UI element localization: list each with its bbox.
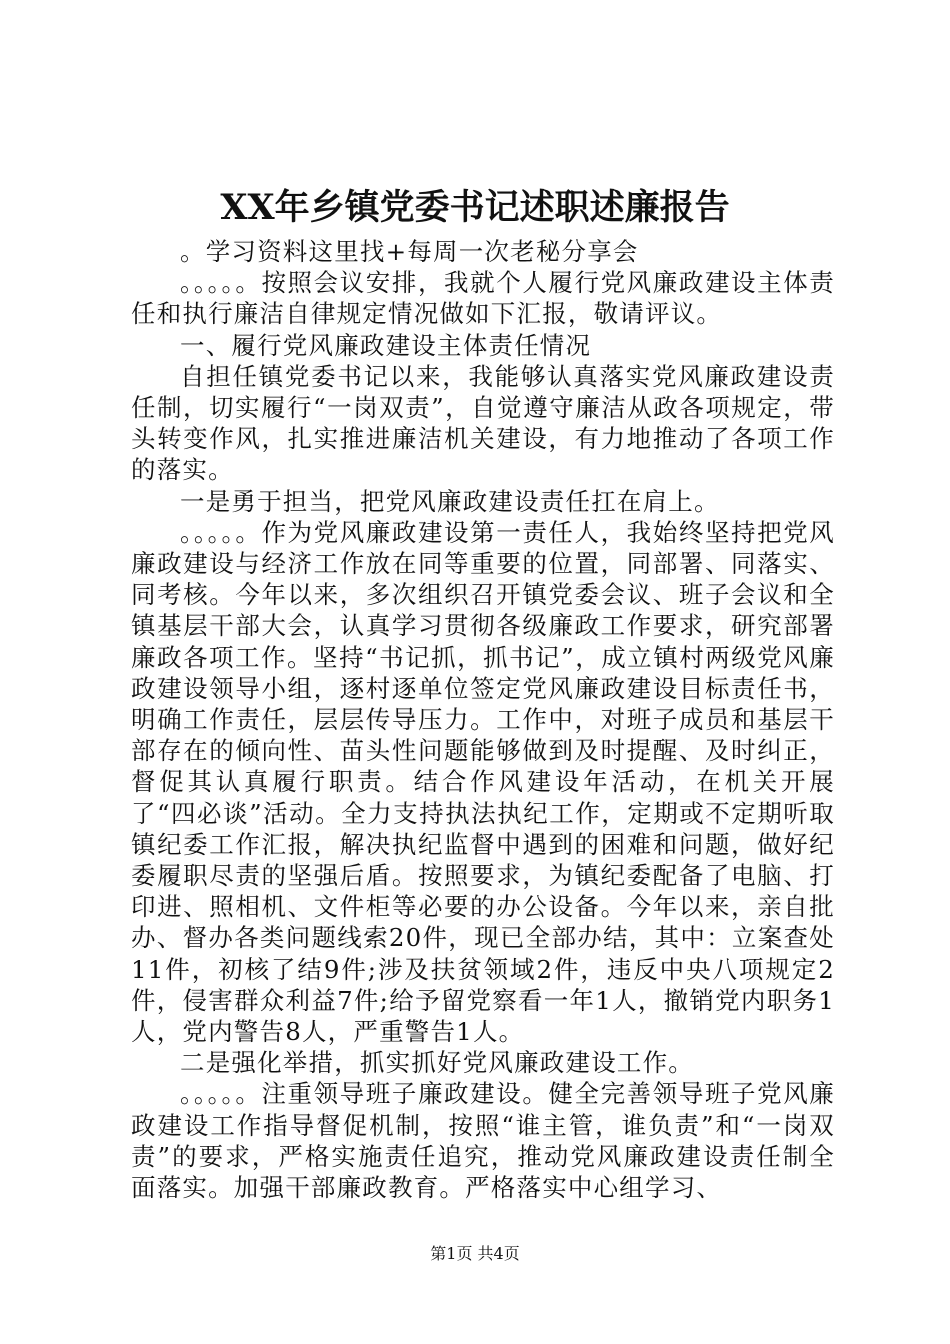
paragraph: 自担任镇党委书记以来，我能够认真落实党风廉政建设责任制，切实履行“一岗双责”，自觉遵守廉洁从政各项规定，带头转变作风，扎实推进廉洁机关建设，有力地推动了各项工作的落实。 bbox=[131, 361, 835, 485]
section-heading: 一是勇于担当，把党风廉政建设责任扛在肩上。 bbox=[180, 486, 720, 516]
document-title: XX年乡镇党委书记述职述廉报告 bbox=[220, 187, 730, 228]
section-heading: 一、履行党风廉政建设主体责任情况 bbox=[180, 330, 592, 360]
page-footer: 第1页 共4页 bbox=[430, 1244, 520, 1263]
paragraph: 。。。。。按照会议安排，我就个人履行党风廉政建设主体责任和执行廉洁自律规定情况做如下汇报，敬请评议。 bbox=[131, 268, 835, 329]
paragraph: 。。。。。作为党风廉政建设第一责任人，我始终坚持把党风廉政建设与经济工作放在同等重要的位置，同部署、同落实、同考核。今年以来，多次组织召开镇党委会议、班子会议和全镇基层干部大会，认真学习贯彻各级廉政工作要求，研究部署廉政各项工作。坚持“书记抓，抓书记”，成立镇村两级党风廉政建设领导小组，逐村逐单位签定党风廉政建设目标责任书，明确工作责任，层层传导压力。工作中，对班子成员和基层干部存在的倾向性、苗头性问题能够做到及时提醒、及时纠正，督促其认真履行职责。结合作风建设年活动，在机关开展了“四必谈”活动。全力支持执法执纪工作，定期或不定期听取镇纪委工作汇报，解决执纪监督中遇到的困难和问题，做好纪委履职尽责的坚强后盾。按照要求，为镇纪委配备了电脑、打印进、照相机、文件柜等必要的办公设备。今年以来，亲自批办、督办各类问题线索20件，现已全部办结，其中：立案查处11件，初核了结9件;涉及扶贫领域2件，违反中央八项规定2件，侵害群众利益7件;给予留党察看一年1人，撤销党内职务1人，党内警告8人，严重警告1人。 bbox=[131, 517, 835, 1047]
document-body bbox=[131, 236, 835, 1203]
paragraph: 。。。。。注重领导班子廉政建设。健全完善领导班子党风廉政建设工作指导督促机制，按照“谁主管，谁负责”和“一岗双责”的要求，严格实施责任追究，推动党风廉政建设责任制全面落实。加强干部廉政教育。严格落实中心组学习、 bbox=[131, 1079, 835, 1203]
paragraph: 。学习资料这里找+每周一次老秘分享会 bbox=[180, 237, 639, 266]
section-heading: 二是强化举措，抓实抓好党风廉政建设工作。 bbox=[180, 1048, 694, 1078]
